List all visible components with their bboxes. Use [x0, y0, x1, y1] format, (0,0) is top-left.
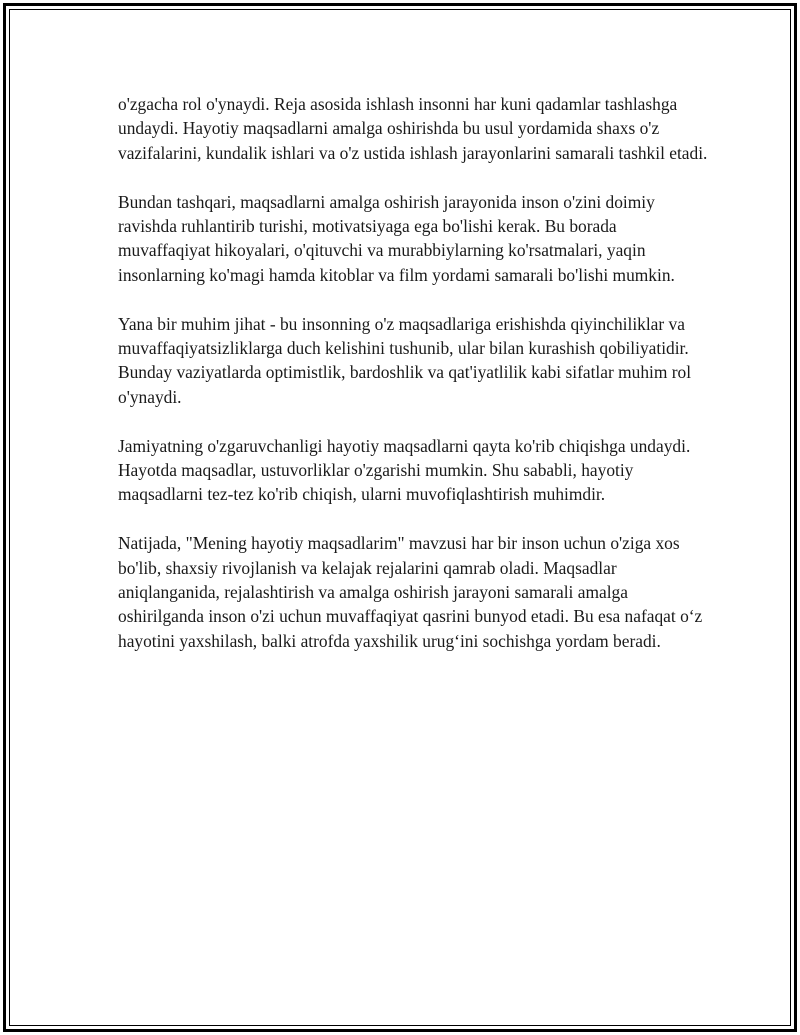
document-body: [118, 92, 708, 678]
paragraph-1: o'zgacha rol o'ynaydi. Reja asosida ishlash insonni har kuni qadamlar tashlashga undaydi. Hayotiy maqsadlarni amalga oshirishda bu usul yordamida shaxs o'z vazifalarini, kundalik ishlari va o'z ustida ishlash jarayonlarini samarali tashkil etadi.: [118, 94, 708, 163]
paragraph-4: Jamiyatning o'zgaruvchanligi hayotiy maqsadlarni qayta ko'rib chiqishga undaydi. Hayotda maqsadlar, ustuvorliklar o'zgarishi mumkin. Shu sababli, hayotiy maqsadlarni tez-tez ko'rib chiqish, ularni muvofiqlashtirish muhimdir.: [118, 435, 691, 505]
paragraph-5: Natijada, "Mening hayotiy maqsadlarim" mavzusi har bir inson uchun o'ziga xos bo'lib, shaxsiy rivojlanish va kelajak rejalarini qamrab oladi. Maqsadlar aniqlanganida, rejalashtirish va amalga oshirish jarayoni samarali amalga oshirilganda inson o'zi uchun muvaffaqiyat qasrini bunyod etadi. Bu esa nafaqat o‘z hayotini yaxshilash, balki atrofda yaxshilik urug‘ini sochishga yordam beradi.: [118, 533, 703, 651]
paragraph-3: Yana bir muhim jihat - bu insonning o'z maqsadlariga erishishda qiyinchiliklar va muvaffaqiyatsizliklarga duch kelishini tushunib, ular bilan kurashish qobiliyatidir. Bunday vaziyatlarda optimistlik, bardoshlik va qat'iyatlilik kabi sifatlar muhim rol o'ynaydi.: [118, 313, 692, 407]
paragraph-2: Bundan tashqari, maqsadlarni amalga oshirish jarayonida inson o'zini doimiy ravishda ruhlantirib turishi, motivatsiyaga ega bo'lishi kerak. Bu borada muvaffaqiyat hikoyalari, o'qituvchi va murabbiylarning ko'rsatmalari, yaqin insonlarning ko'magi hamda kitoblar va film yordami samarali bo'lishi mumkin.: [118, 191, 675, 285]
